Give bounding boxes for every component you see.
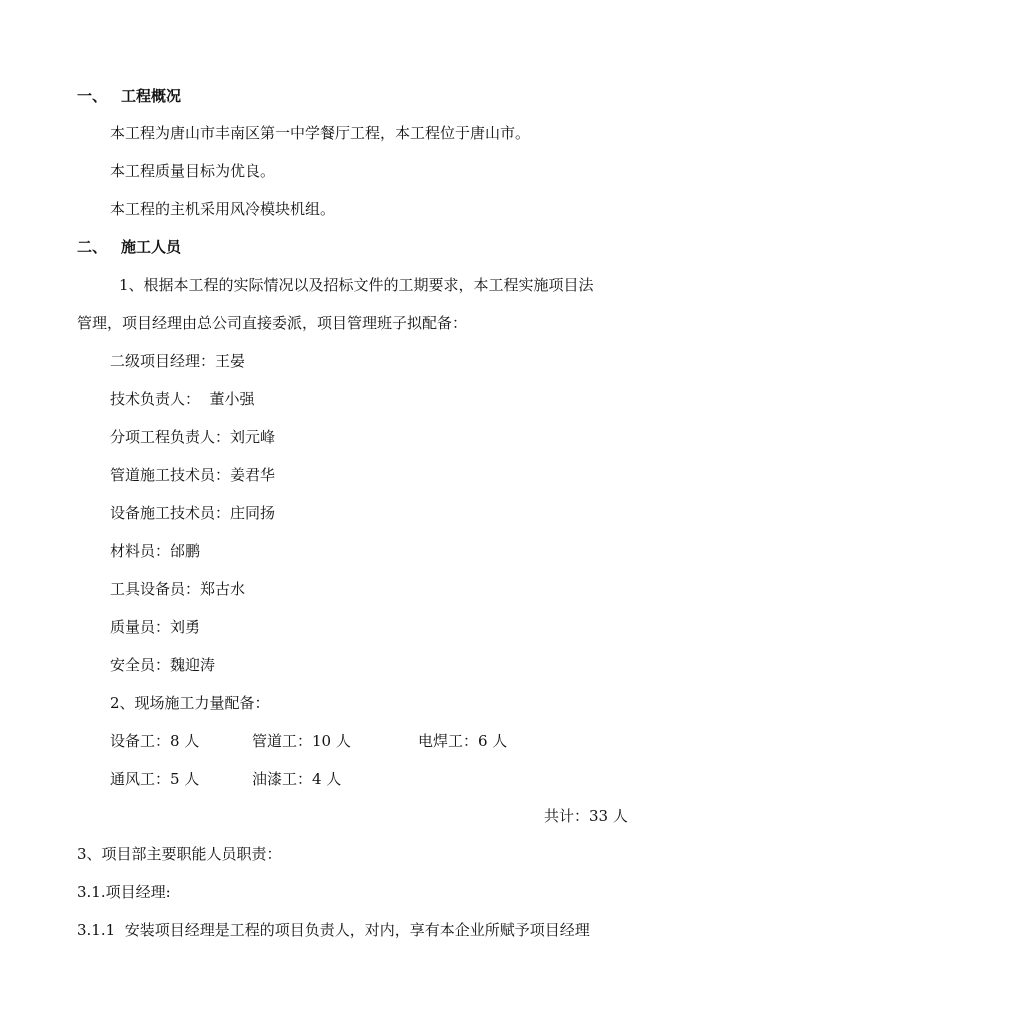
staff-item: 质量员：刘勇 xyxy=(110,618,201,636)
labor-total: 共计：33 人 xyxy=(544,807,628,825)
staff-item: 二级项目经理：王晏 xyxy=(110,352,246,370)
labor-heading: 2、现场施工力量配备： xyxy=(110,694,270,712)
staff-item: 材料员：邰鹏 xyxy=(110,542,201,560)
section2-intro-line1: 1、根据本工程的实际情况以及招标文件的工期要求，本工程实施项目法 xyxy=(119,276,594,294)
section1-paragraph-1: 本工程为唐山市丰南区第一中学餐厅工程，本工程位于唐山市。 xyxy=(110,124,531,142)
staff-item: 设备施工技术员：庄同扬 xyxy=(110,504,276,522)
staff-item: 工具设备员：郑古水 xyxy=(110,580,246,598)
staff-item: 管道施工技术员：姜君华 xyxy=(110,466,276,484)
section3-heading: 3、项目部主要职能人员职责： xyxy=(77,845,282,863)
section3-sub-heading: 3.1.项目经理: xyxy=(77,883,171,901)
labor-item: 油漆工：4 人 xyxy=(252,770,342,788)
section1-heading xyxy=(77,86,181,106)
staff-item: 技术负责人： 董小强 xyxy=(110,390,255,408)
section2-heading xyxy=(77,237,181,257)
section1-title: 工程概况 xyxy=(121,87,182,105)
staff-item: 安全员：魏迎涛 xyxy=(110,656,216,674)
section2-intro-line2: 管理，项目经理由总公司直接委派，项目管理班子拟配备： xyxy=(77,314,468,332)
staff-item: 分项工程负责人：刘元峰 xyxy=(110,428,276,446)
section3-item-line: 3.1.1 安装项目经理是工程的项目负责人，对内，享有本企业所赋予项目经理 xyxy=(77,921,590,939)
labor-item: 管道工：10 人 xyxy=(252,732,351,750)
labor-item: 通风工：5 人 xyxy=(110,770,200,788)
section1-paragraph-3: 本工程的主机采用风冷模块机组。 xyxy=(110,200,336,218)
section1-paragraph-2: 本工程质量目标为优良。 xyxy=(110,162,276,180)
labor-item: 电焊工：6 人 xyxy=(418,732,508,750)
section2-title: 施工人员 xyxy=(121,238,182,256)
section2-number: 二、 xyxy=(77,238,108,256)
section1-number: 一、 xyxy=(77,87,108,105)
labor-item: 设备工：8 人 xyxy=(110,732,200,750)
